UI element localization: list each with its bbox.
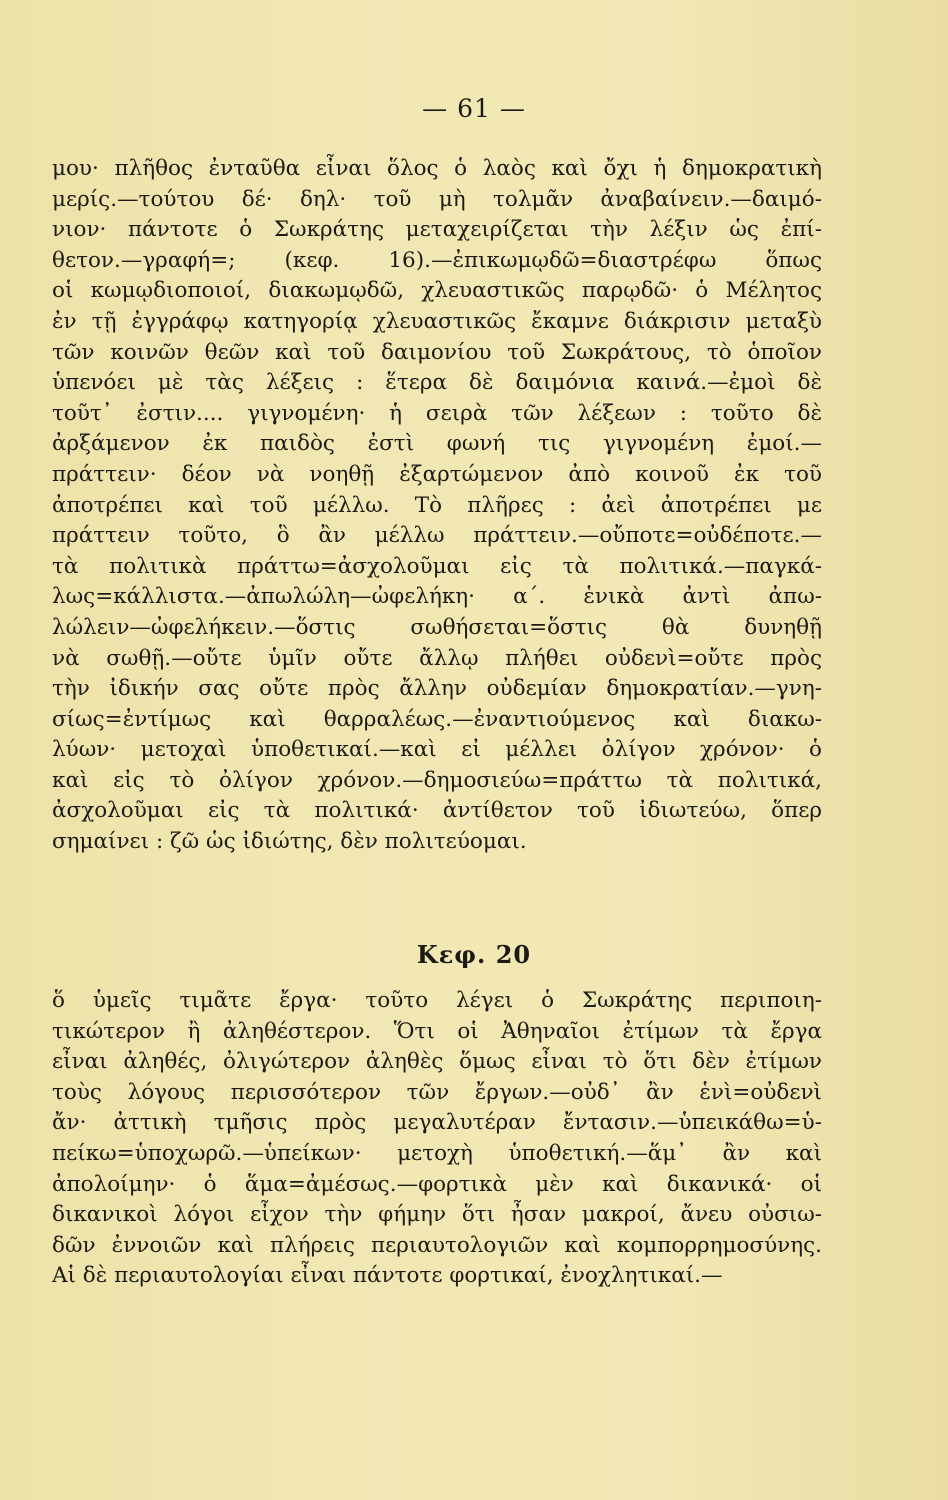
text-line: σίως=ἐντίμως καὶ θαρραλέως.—ἐναντιούμενος καὶ διακω- (52, 706, 822, 732)
text-line: Αἱ δὲ περιαυτολογίαι εἶναι πάντοτε φορτικαί, ἐνοχλητικαί.— (52, 1263, 723, 1289)
text-line: δῶν ἐννοιῶν καὶ πλήρεις περιαυτολογιῶν καὶ κομπορρημοσύνης. (52, 1232, 822, 1258)
text-line: λύων· μετοχαὶ ὑποθετικαί.—καὶ εἰ μέλλει ὀλίγον χρόνον· ὁ (52, 737, 822, 763)
text-line: θετον.—γραφή=; (κεφ. 16).—ἐπικωμῳδῶ=διαστρέφω ὅπως (52, 247, 822, 273)
text-line: τὴν ἰδικήν σας οὔτε πρὸς ἄλλην οὐδεμίαν δημοκρατίαν.—γνη- (52, 676, 822, 702)
text-line: οἱ κωμῳδιοποιοί, διακωμῳδῶ, χλευαστικῶς παρῳδῶ· ὁ Μέλητος (52, 278, 822, 304)
text-line: σημαίνει : ζῶ ὡς ἰδιώτης, δὲν πολιτεύομαι. (52, 829, 527, 855)
text-line: ἐν τῇ ἐγγράφῳ κατηγορίᾳ χλευαστικῶς ἔκαμνε διάκρισιν μεταξὺ (52, 308, 822, 334)
commentary-paragraph-2 (52, 986, 822, 1292)
text-line: ἀρξάμενον ἐκ παιδὸς ἐστὶ φωνή τις γιγνομένη ἐμοί.— (52, 431, 822, 457)
text-line: μερίς.—τούτου δέ· δηλ· τοῦ μὴ τολμᾶν ἀναβαίνειν.—δαιμό- (52, 186, 822, 212)
text-line: ἀπολοίμην· ὁ ἅμα=ἀμέσως.—φορτικὰ μὲν καὶ δικανικά· οἱ (52, 1171, 822, 1197)
text-line: ἄν· ἀττικὴ τμῆσις πρὸς μεγαλυτέραν ἔντασιν.—ὑπεικάθω=ὑ- (52, 1110, 822, 1136)
text-line: τὰ πολιτικὰ πράττω=ἀσχολοῦμαι εἰς τὰ πολιτικά.—παγκά- (52, 553, 822, 579)
text-line: ἀσχολοῦμαι εἰς τὰ πολιτικά· ἀντίθετον τοῦ ἰδιωτεύω, ὅπερ (52, 798, 822, 824)
text-line: τικώτερον ἢ ἀληθέστερον. Ὅτι οἱ Ἀθηναῖοι ἐτίμων τὰ ἔργα (52, 1018, 822, 1044)
text-line: πείκω=ὑποχωρῶ.—ὑπείκων· μετοχὴ ὑποθετική.—ἅμ᾿ ἂν καὶ (52, 1140, 822, 1166)
text-line: ὑπενόει μὲ τὰς λέξεις : ἕτερα δὲ δαιμόνια καινά.—ἐμοὶ δὲ (52, 370, 822, 396)
commentary-paragraph-1 (52, 154, 822, 858)
chapter-heading: Κεφ. 20 (416, 940, 532, 969)
text-line: λως=κάλλιστα.—ἀπωλώλη—ὠφελήκη· α΄. ἑνικὰ ἀντὶ ἀπω- (52, 584, 822, 610)
text-line: λώλειν—ὠφελήκειν.—ὅστις σωθήσεται=ὅστις θὰ δυνηθῇ (52, 614, 822, 640)
text-line: τοὺς λόγους περισσότερον τῶν ἔργων.—οὐδ᾿ ἂν ἑνὶ=οὐδενὶ (52, 1079, 822, 1105)
page-number: — 61 — (422, 94, 526, 123)
text-line: ὅ ὑμεῖς τιμᾶτε ἔργα· τοῦτο λέγει ὁ Σωκράτης περιποιη- (52, 988, 822, 1013)
text-line: εἶναι ἀληθές, ὀλιγώτερον ἀληθὲς ὅμως εἶναι τὸ ὅτι δὲν ἐτίμων (52, 1049, 822, 1075)
text-line: νὰ σωθῇ.—οὔτε ὑμῖν οὔτε ἄλλῳ πλήθει οὐδενὶ=οὔτε πρὸς (52, 645, 822, 671)
text-line: τῶν κοινῶν θεῶν καὶ τοῦ δαιμονίου τοῦ Σωκράτους, τὸ ὁποῖον (52, 339, 822, 365)
text-line: καὶ εἰς τὸ ὀλίγον χρόνον.—δημοσιεύω=πράττω τὰ πολιτικά, (52, 767, 822, 793)
text-line: ἀποτρέπει καὶ τοῦ μέλλω. Τὸ πλῆρες : ἀεὶ ἀποτρέπει με (52, 492, 822, 518)
text-line: δικανικοὶ λόγοι εἶχον τὴν φήμην ὅτι ἦσαν μακροί, ἄνευ οὐσιω- (52, 1202, 822, 1228)
text-line: πράττειν· δέον νὰ νοηθῇ ἐξαρτώμενον ἀπὸ κοινοῦ ἐκ τοῦ (52, 461, 822, 487)
text-line: τοῦτ᾿ ἐστιν.... γιγνομένη· ἡ σειρὰ τῶν λέξεων : τοῦτο δὲ (52, 400, 822, 426)
text-line: πράττειν τοῦτο, ὃ ἂν μέλλω πράττειν.—οὔποτε=οὐδέποτε.— (52, 523, 822, 549)
text-line: μου· πλῆθος ἐνταῦθα εἶναι ὅλος ὁ λαὸς καὶ ὄχι ἡ δημοκρατικὴ (52, 156, 822, 181)
text-line: νιον· πάντοτε ὁ Σωκράτης μεταχειρίζεται τὴν λέξιν ὡς ἐπί- (52, 217, 822, 243)
